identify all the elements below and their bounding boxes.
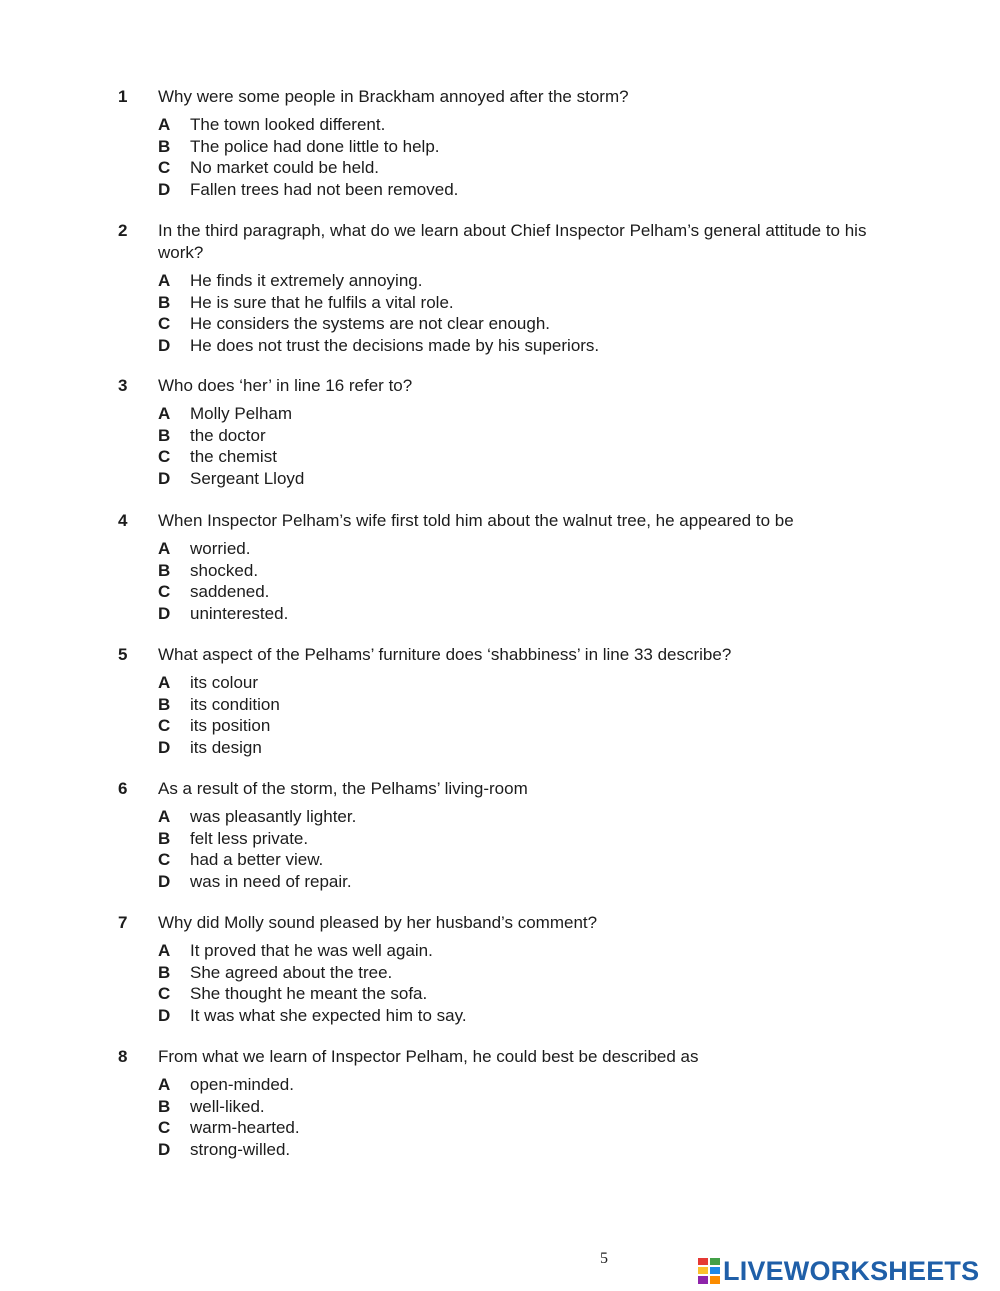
logo-tile	[697, 1275, 709, 1285]
option-text: the chemist	[190, 447, 277, 467]
answer-option[interactable]	[158, 871, 898, 893]
option-letter: A	[158, 115, 171, 134]
option-text: warm-hearted.	[190, 1118, 300, 1138]
question-text: From what we learn of Inspector Pelham, he could best be described as	[158, 1047, 699, 1066]
option-letter: D	[158, 738, 171, 758]
option-letter: B	[158, 962, 171, 982]
answer-option[interactable]	[158, 538, 898, 560]
liveworksheets-brand[interactable]	[697, 1255, 979, 1287]
option-text: its condition	[190, 694, 280, 714]
answer-option[interactable]	[158, 313, 898, 335]
option-text: well-liked.	[190, 1096, 265, 1116]
answer-option[interactable]	[158, 179, 898, 201]
option-text: its colour	[190, 673, 259, 692]
option-text: He finds it extremely annoying.	[190, 271, 423, 290]
option-text: saddened.	[190, 582, 270, 602]
option-text: It was what she expected him to say.	[190, 1006, 467, 1026]
question-8	[118, 1046, 898, 1161]
answer-option[interactable]	[158, 603, 898, 625]
option-letter: D	[158, 604, 171, 624]
question-text: What aspect of the Pelhams’ furniture does ‘shabbiness’ in line 33 describe?	[158, 645, 732, 664]
answer-option[interactable]	[158, 983, 898, 1005]
answer-option[interactable]	[158, 694, 898, 716]
option-letter: A	[158, 807, 171, 826]
question-number: 2	[118, 221, 128, 240]
answer-option[interactable]	[158, 806, 898, 828]
question-5	[118, 644, 898, 759]
option-letter: B	[158, 1096, 171, 1116]
question-number: 6	[118, 779, 128, 798]
option-text: uninterested.	[190, 604, 289, 624]
option-text: open-minded.	[190, 1075, 294, 1094]
answer-option[interactable]	[158, 425, 898, 447]
option-text: the doctor	[190, 425, 266, 445]
answer-option[interactable]	[158, 1139, 898, 1161]
option-text: was pleasantly lighter.	[190, 807, 357, 826]
option-text: was in need of repair.	[190, 872, 352, 892]
option-letter: B	[158, 292, 171, 312]
answer-option[interactable]	[158, 446, 898, 468]
option-text: He does not trust the decisions made by his superiors.	[190, 336, 600, 356]
option-text: Fallen trees had not been removed.	[190, 180, 459, 200]
question-text: In the third paragraph, what do we learn about Chief Inspector Pelham’s general attitude to his work?	[158, 221, 867, 262]
option-text: its position	[190, 716, 271, 736]
option-letter: A	[158, 1075, 171, 1094]
question-2	[118, 220, 898, 357]
answer-option[interactable]	[158, 136, 898, 158]
question-text: Why were some people in Brackham annoyed after the storm?	[158, 87, 629, 106]
brand-name: LIVEWORKSHEETS	[723, 1255, 980, 1286]
answer-option[interactable]	[158, 581, 898, 603]
answer-option[interactable]	[158, 940, 898, 962]
question-text: Who does ‘her’ in line 16 refer to?	[158, 376, 413, 395]
question-number: 7	[118, 913, 128, 932]
answer-options	[158, 806, 898, 893]
answer-options	[158, 940, 898, 1027]
option-text: No market could be held.	[190, 158, 379, 178]
answer-option[interactable]	[158, 335, 898, 357]
option-letter: C	[158, 447, 171, 467]
question-number: 1	[118, 87, 128, 106]
option-letter: B	[158, 828, 171, 848]
option-letter: A	[158, 673, 171, 692]
answer-option[interactable]	[158, 1117, 898, 1139]
answer-option[interactable]	[158, 828, 898, 850]
logo-tile	[709, 1266, 721, 1275]
question-7	[118, 912, 898, 1027]
answer-options	[158, 538, 898, 625]
question-text: As a result of the storm, the Pelhams’ living-room	[158, 779, 528, 798]
liveworksheets-logo-icon	[697, 1257, 721, 1285]
answer-option[interactable]	[158, 715, 898, 737]
answer-option[interactable]	[158, 468, 898, 490]
option-text: its design	[190, 738, 262, 758]
answer-options	[158, 1074, 898, 1161]
option-letter: D	[158, 180, 171, 200]
option-letter: D	[158, 336, 171, 356]
question-number: 8	[118, 1047, 128, 1066]
option-letter: D	[158, 1140, 171, 1160]
answer-option[interactable]	[158, 292, 898, 314]
option-text: He considers the systems are not clear enough.	[190, 314, 551, 334]
answer-option[interactable]	[158, 1074, 898, 1096]
option-letter: D	[158, 1006, 171, 1026]
answer-options	[158, 403, 898, 490]
logo-tile	[697, 1266, 709, 1275]
answer-options	[158, 672, 898, 759]
answer-options	[158, 114, 898, 201]
answer-option[interactable]	[158, 270, 898, 292]
option-text: It proved that he was well again.	[190, 941, 433, 960]
option-letter: D	[158, 469, 171, 489]
option-letter: C	[158, 984, 171, 1004]
option-text: He is sure that he fulfils a vital role.	[190, 292, 454, 312]
option-letter: B	[158, 425, 171, 445]
option-letter: C	[158, 716, 171, 736]
option-text: The police had done little to help.	[190, 136, 440, 156]
option-letter: C	[158, 158, 171, 178]
option-letter: C	[158, 1118, 171, 1138]
answer-option[interactable]	[158, 157, 898, 179]
option-letter: D	[158, 872, 171, 892]
option-text: worried.	[190, 539, 251, 558]
answer-option[interactable]	[158, 672, 898, 694]
question-number: 3	[118, 376, 128, 395]
question-3	[118, 375, 898, 490]
option-text: felt less private.	[190, 828, 309, 848]
option-letter: A	[158, 271, 171, 290]
option-letter: C	[158, 582, 171, 602]
option-letter: B	[158, 560, 171, 580]
question-text: Why did Molly sound pleased by her husband’s comment?	[158, 913, 598, 932]
option-text: shocked.	[190, 560, 259, 580]
answer-option[interactable]	[158, 737, 898, 759]
option-letter: A	[158, 941, 171, 960]
answer-option[interactable]	[158, 1096, 898, 1118]
option-letter: C	[158, 314, 171, 334]
option-text: She agreed about the tree.	[190, 962, 393, 982]
question-1	[118, 86, 898, 201]
answer-option[interactable]	[158, 1005, 898, 1027]
answer-option[interactable]	[158, 849, 898, 871]
option-text: Molly Pelham	[190, 404, 293, 423]
option-letter: C	[158, 850, 171, 870]
answer-option[interactable]	[158, 560, 898, 582]
option-letter: A	[158, 404, 171, 423]
option-text: had a better view.	[190, 850, 324, 870]
question-number: 5	[118, 645, 128, 664]
question-6	[118, 778, 898, 893]
question-number: 4	[118, 511, 128, 530]
answer-options	[158, 270, 898, 357]
answer-option[interactable]	[158, 403, 898, 425]
option-text: strong-willed.	[190, 1140, 291, 1160]
option-letter: B	[158, 694, 171, 714]
option-text: The town looked different.	[190, 115, 386, 134]
page-number: 5	[600, 1250, 608, 1267]
option-text: Sergeant Lloyd	[190, 469, 305, 489]
option-letter: A	[158, 539, 171, 558]
question-text: When Inspector Pelham’s wife first told him about the walnut tree, he appeared to be	[158, 511, 794, 530]
answer-option[interactable]	[158, 114, 898, 136]
logo-tile	[709, 1257, 721, 1266]
logo-tile	[697, 1257, 709, 1266]
logo-tile	[709, 1275, 721, 1285]
option-letter: B	[158, 136, 171, 156]
answer-option[interactable]	[158, 962, 898, 984]
question-4	[118, 510, 898, 625]
option-text: She thought he meant the sofa.	[190, 984, 428, 1004]
